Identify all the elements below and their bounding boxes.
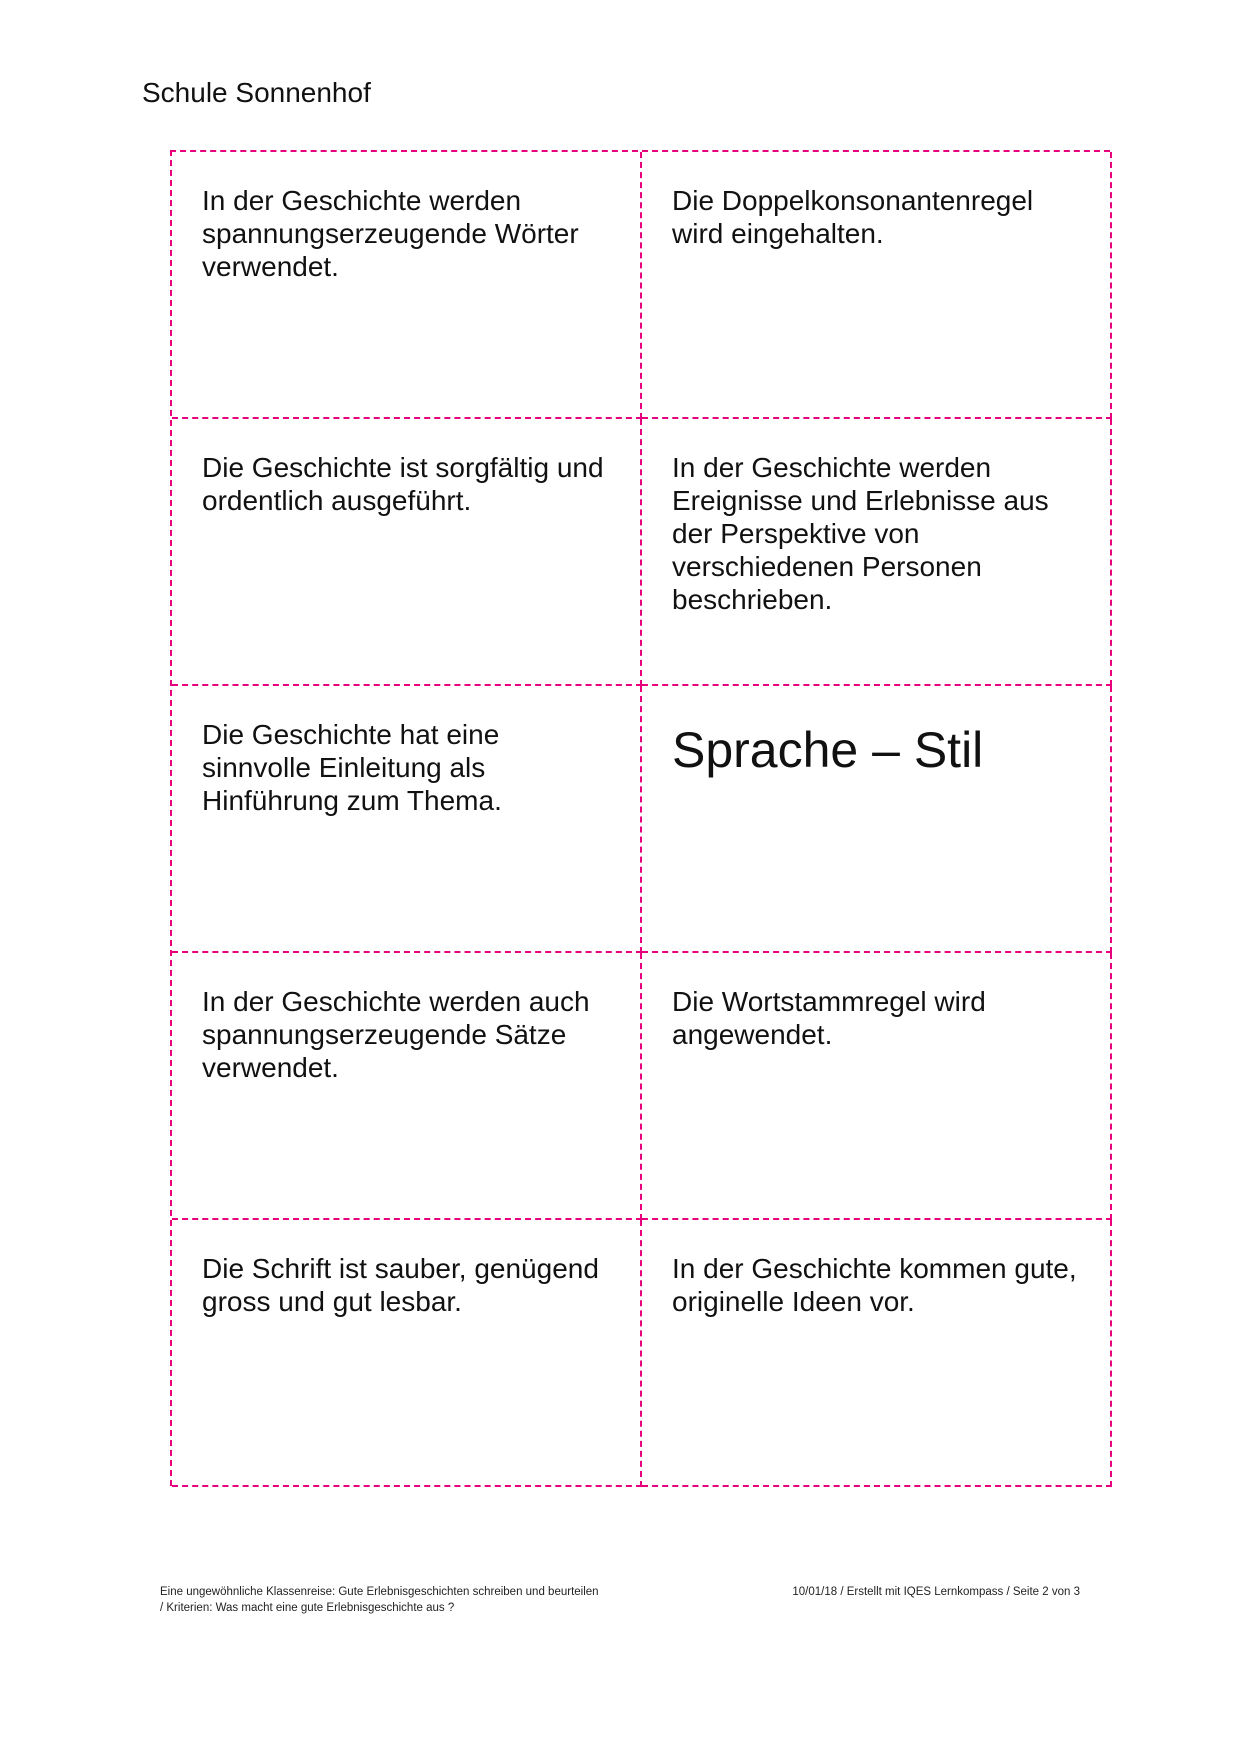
card-perspektive [642, 419, 1112, 686]
card-spannungswoerter [172, 152, 642, 419]
card-text: Die Geschichte hat eine sinnvolle Einleitung als Hinführung zum Thema. [202, 719, 502, 816]
card-sorgfaeltig [172, 419, 642, 686]
card-wortstammregel [642, 953, 1112, 1220]
card-text: In der Geschichte werden spannungserzeugende Wörter verwendet. [202, 185, 579, 282]
card-einleitung [172, 686, 642, 953]
card-doppelkonsonantenregel [642, 152, 1112, 419]
card-category-heading [642, 686, 1112, 953]
card-schrift [172, 1220, 642, 1487]
category-heading: Sprache – Stil [672, 722, 984, 778]
card-text: In der Geschichte werden Ereignisse und Erlebnisse aus der Perspektive von verschiedenen Personen beschrieben. [672, 452, 1049, 615]
school-name: Schule Sonnenhof [142, 77, 371, 108]
card-grid [170, 150, 1110, 1486]
card-text: Die Geschichte ist sorgfältig und ordentlich ausgeführt. [202, 452, 604, 516]
footer-page-info: 10/01/18 / Erstellt mit IQES Lernkompass / Seite 2 von 3 [792, 1586, 1080, 1598]
card-text: Die Doppelkonsonantenregel wird eingehalten. [672, 185, 1034, 249]
card-text: Die Schrift ist sauber, genügend gross und gut lesbar. [202, 1253, 599, 1317]
card-text: Die Wortstammregel wird angewendet. [672, 986, 986, 1050]
footer-description: Eine ungewöhnliche Klassenreise: Gute Erlebnisgeschichten schreiben und beurteilen / Kriterien: Was macht eine gute Erlebnisgeschichte aus ? [160, 1586, 599, 1614]
card-ideen [642, 1220, 1112, 1487]
card-spannungssaetze [172, 953, 642, 1220]
card-text: In der Geschichte werden auch spannungserzeugende Sätze verwendet. [202, 986, 590, 1083]
card-text: In der Geschichte kommen gute, originelle Ideen vor. [672, 1253, 1077, 1317]
